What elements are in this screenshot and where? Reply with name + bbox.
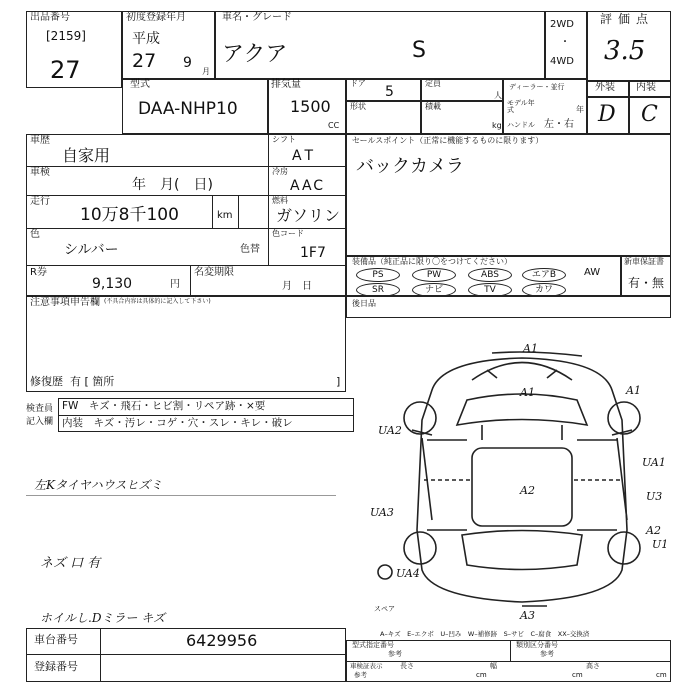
recycle-label: R券 [30,267,47,278]
height-unit: cm [656,671,667,679]
back-notes-box [346,296,671,318]
mileage-label: 走行 [30,196,50,207]
score-label: 評価点 [600,12,655,26]
equip-item-2-1: ナビ [412,283,456,297]
interior-grade: C [641,102,658,127]
equip-item-1-3: エアB [522,268,566,282]
model-label: 型式 [130,79,150,90]
repair-value: 有 [ 箇所 [70,375,115,388]
handle-label: ハンドル [507,121,535,129]
equip-item-1-1: PW [412,268,456,282]
lot-label: 出品番号 [30,12,70,23]
mark-u3: U3 [646,490,663,503]
recycle-unit: 円 [170,279,180,290]
handwritten-note-1: 左Kタイヤハウスヒズミ [34,478,163,492]
reg-year: 27 [132,50,157,72]
notes-label: 注意事項申告欄 [30,297,100,308]
width-label: 幅 [490,662,497,670]
model-code-reference: 参考 [388,650,402,658]
equipment-label: 装備品（純正品に限り〇をつけてください） [352,257,512,266]
length-label: 長さ [400,662,414,670]
history-value: 自家用 [62,146,111,165]
chassis-value: 6429956 [186,631,258,650]
month-unit: 月 [202,67,210,76]
equip-item-2-0: SR [356,283,400,297]
equip-item-1-2: ABS [468,268,512,282]
warranty-label: 新車保証書 [624,257,664,266]
mark-a1-front: A1 [520,386,535,399]
inspection-value: 年 月( 日) [132,177,213,193]
inspector-label-1: 検査員 [26,404,54,414]
height-label: 高さ [586,662,600,670]
damage-legend: A–キズ E–エクボ U–凹み W–補修跡 S–サビ C–腐食 XX–交換済 [380,630,590,638]
inspector-fw-row: FW キズ・飛石・ヒビ割・リペア跡・×要 [62,400,266,412]
handle-value: 左・右 [544,119,574,130]
displacement-unit: CC [328,121,340,130]
mark-spare: スペア [374,605,395,613]
exterior-label: 外装 [595,82,615,93]
mark-a3: A3 [520,609,535,622]
selling-points-box [346,134,671,256]
repair-label: 修復歴 [30,375,63,388]
shape-label: 形状 [350,102,366,111]
cert-reference: 参考 [354,671,367,679]
inspector-label-2: 記入欄 [26,417,54,427]
color-label: 色 [30,229,40,240]
mark-ua4: UA4 [396,567,420,580]
register-label: 名変期限 [194,267,234,278]
class-code-reference: 参考 [540,650,554,658]
equip-item-1-0: PS [356,268,400,282]
car-name: アクア [222,42,288,67]
drive-2wd: 2WD [550,19,574,30]
class-code-label: 類別区分番号 [516,641,558,649]
repair-bracket-end: ] [336,375,341,388]
recycle-value: 9,130 [92,276,133,292]
reg-month: 9 [183,55,192,71]
mileage-unit: km [217,210,233,221]
mark-ua3: UA3 [370,506,394,519]
lot-code: [2159] [46,29,86,43]
interior-label: 内装 [636,82,656,93]
warranty-value: 有・無 [628,276,665,290]
color-code: 1F7 [300,245,326,261]
shift-label: シフト [272,135,296,144]
model-value: DAA-NHP10 [138,99,238,119]
width-unit: cm [572,671,583,679]
mark-ua1: UA1 [642,456,666,469]
notes-sub-label: (不具合内容は具体的に記入して下さい) [104,298,211,305]
dealer-label: ディーラー・並行 [509,83,565,91]
doors-label: ドア [350,79,366,88]
cert-label: 車検証表示 [350,662,383,670]
model-year-label: モデル年式 [507,99,535,114]
mark-a2-right: A2 [646,524,661,537]
reg-label: 初度登録年月 [126,12,186,23]
mark-ua2: UA2 [378,424,402,437]
lot-number: 27 [50,56,81,84]
era: 平成 [132,31,160,47]
displacement-value: 1500 [290,97,331,116]
selling-points-label: セールスポイント（正常に機能するものに限ります） [352,136,544,145]
mileage-value: 10万8千100 [80,205,179,225]
history-label: 車歴 [30,135,50,146]
selling-points-value: バックカメラ [356,156,464,177]
equip-item-2-3: カワ [522,283,566,297]
capacity-unit: 人 [494,91,502,100]
shift-value: AT [292,148,318,164]
color-value: シルバー [64,242,119,258]
mark-u1: U1 [652,538,669,551]
handwritten-note-3: ホイルし.Dミラー キズ [40,611,166,625]
register-value: 月 日 [282,281,312,292]
doors-value: 5 [385,84,394,100]
mark-a1-top: A1 [523,342,538,355]
grade: S [412,38,426,63]
color-code-label: 色コード [272,229,304,238]
score-value: 3.5 [604,36,646,66]
equip-item-2-2: TV [468,283,512,297]
exterior-grade: D [598,102,616,127]
ac-label: 冷房 [272,167,288,176]
registration-label: 登録番号 [34,660,78,673]
mark-a1-right: A1 [626,384,641,397]
inspection-label: 車検 [30,167,50,178]
ac-value: AAC [290,178,326,194]
load-unit: kg [492,121,502,130]
name-label: 車名・グレード [222,12,292,23]
length-unit: cm [476,671,487,679]
inspector-interior-row: 内装 キズ・汚レ・コゲ・穴・スレ・キレ・破レ [62,417,293,429]
fuel-value: ガソリン [276,206,341,225]
chassis-label: 車台番号 [34,633,78,646]
capacity-label: 定員 [425,79,441,88]
drive-4wd: 4WD [550,56,574,67]
fuel-label: 燃料 [272,196,288,205]
equip-item-1-4: AW [584,267,601,278]
mark-a2-center: A2 [520,484,535,497]
year-unit: 年 [576,105,584,114]
drive-dot: ・ [560,37,570,48]
color-sub-label: 色替 [240,244,260,255]
handwritten-note-2: ネズ 口 有 [40,556,101,571]
model-code-label: 型式指定番号 [352,641,394,649]
load-label: 積載 [425,102,441,111]
back-notes-label: 後日品 [352,299,376,308]
displacement-label: 排気量 [271,79,301,90]
